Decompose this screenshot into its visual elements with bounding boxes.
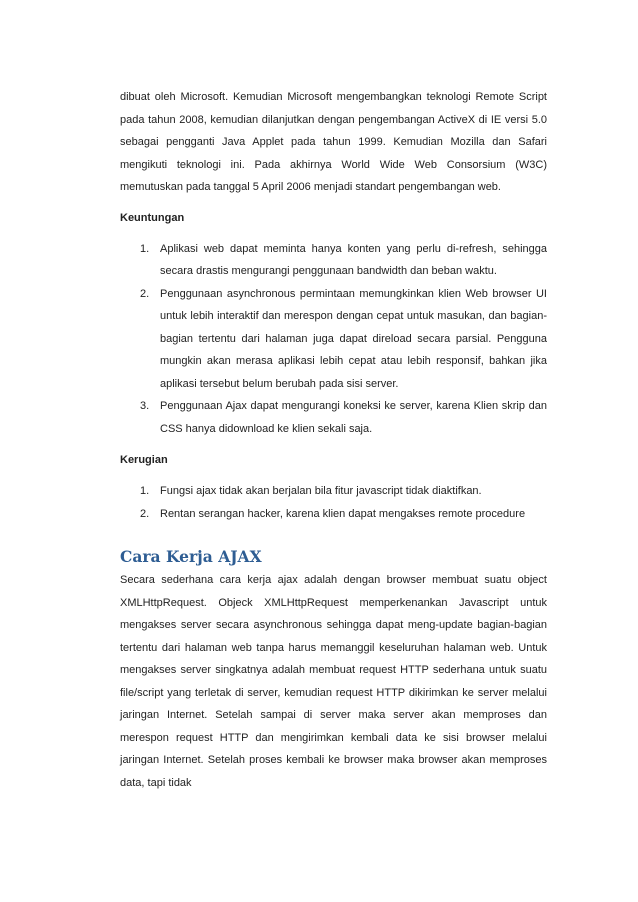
list-item-number: 1. xyxy=(140,242,150,255)
list-item-number: 1. xyxy=(140,485,150,497)
document-page xyxy=(120,86,547,794)
keuntungan-list xyxy=(120,238,547,441)
list-item-text: Aplikasi web dapat meminta hanya konten yang perlu di-refresh, sehingga secara drastis mengurangi penggunaan bandwidth dan beban waktu. xyxy=(160,242,547,277)
list-item-text: Penggunaan asynchronous permintaan memungkinkan klien Web browser UI untuk lebih interaktif dan merespon dengan cepat untuk masukan, dan bagian-bagian tertentu dari halaman juga dapat direload secara parsial. Pengguna mungkin akan merasa aplikasi lebih cepat atau lebih responsif, bahkan jika aplikasi tersebut belum berubah pada sisi server. xyxy=(160,287,547,390)
section-heading-cara-kerja: Cara Kerja AJAX xyxy=(120,547,262,566)
list-item-text: Rentan serangan hacker, karena klien dapat mengakses remote procedure xyxy=(160,507,526,520)
list-item-number: 3. xyxy=(140,400,150,412)
kerugian-list xyxy=(120,480,547,525)
intro-paragraph: dibuat oleh Microsoft. Kemudian Microsoft mengembangkan teknologi Remote Script pada tahun 2008, kemudian dilanjutkan dengan pengembangan ActiveX di IE versi 5.0 sebagai pengganti Java Applet pada tahun 1999. Kemudian Mozilla dan Safari mengikuti teknologi ini. Pada akhirnya World Wide Web Consorsium (W3C) memutuskan pada tanggal 5 April 2006 menjadi standart pengembangan web. xyxy=(120,91,547,193)
cara-kerja-paragraph: Secara sederhana cara kerja ajax adalah dengan browser membuat suatu object XMLHttpRequest. Objeck XMLHttpRequest memperkenankan Javascript untuk mengakses server secara asynchronous sehingga dapat meng-update bagian-bagian tertentu dari halaman web tanpa harus memanggil keseluruhan halaman web. Untuk mengakses server singkatnya adalah membuat request HTTP sederhana untuk suatu file/script yang terletak di server, kemudian request HTTP dikirimkan ke server melalui jaringan Internet. Setelah sampai di server maka server akan memproses dan merespon request HTTP dan mengirimkan kembali data ke sisi browser melalui jaringan Internet. Setelah proses kembali ke browser maka browser akan memproses data, tapi tidak xyxy=(120,574,547,789)
list-item-text: Fungsi ajax tidak akan berjalan bila fitur javascript tidak diaktifkan. xyxy=(160,485,482,497)
list-item xyxy=(120,480,547,503)
keuntungan-heading: Keuntungan xyxy=(120,211,185,224)
list-item-text: Penggunaan Ajax dapat mengurangi koneksi ke server, karena Klien skrip dan CSS hanya didownload ke klien sekali saja. xyxy=(160,400,547,435)
list-item xyxy=(120,283,547,396)
kerugian-heading: Kerugian xyxy=(120,454,168,466)
list-item xyxy=(120,395,547,440)
list-item-number: 2. xyxy=(140,507,150,520)
list-item-number: 2. xyxy=(140,287,150,300)
list-item xyxy=(120,503,547,526)
list-item xyxy=(120,238,547,283)
